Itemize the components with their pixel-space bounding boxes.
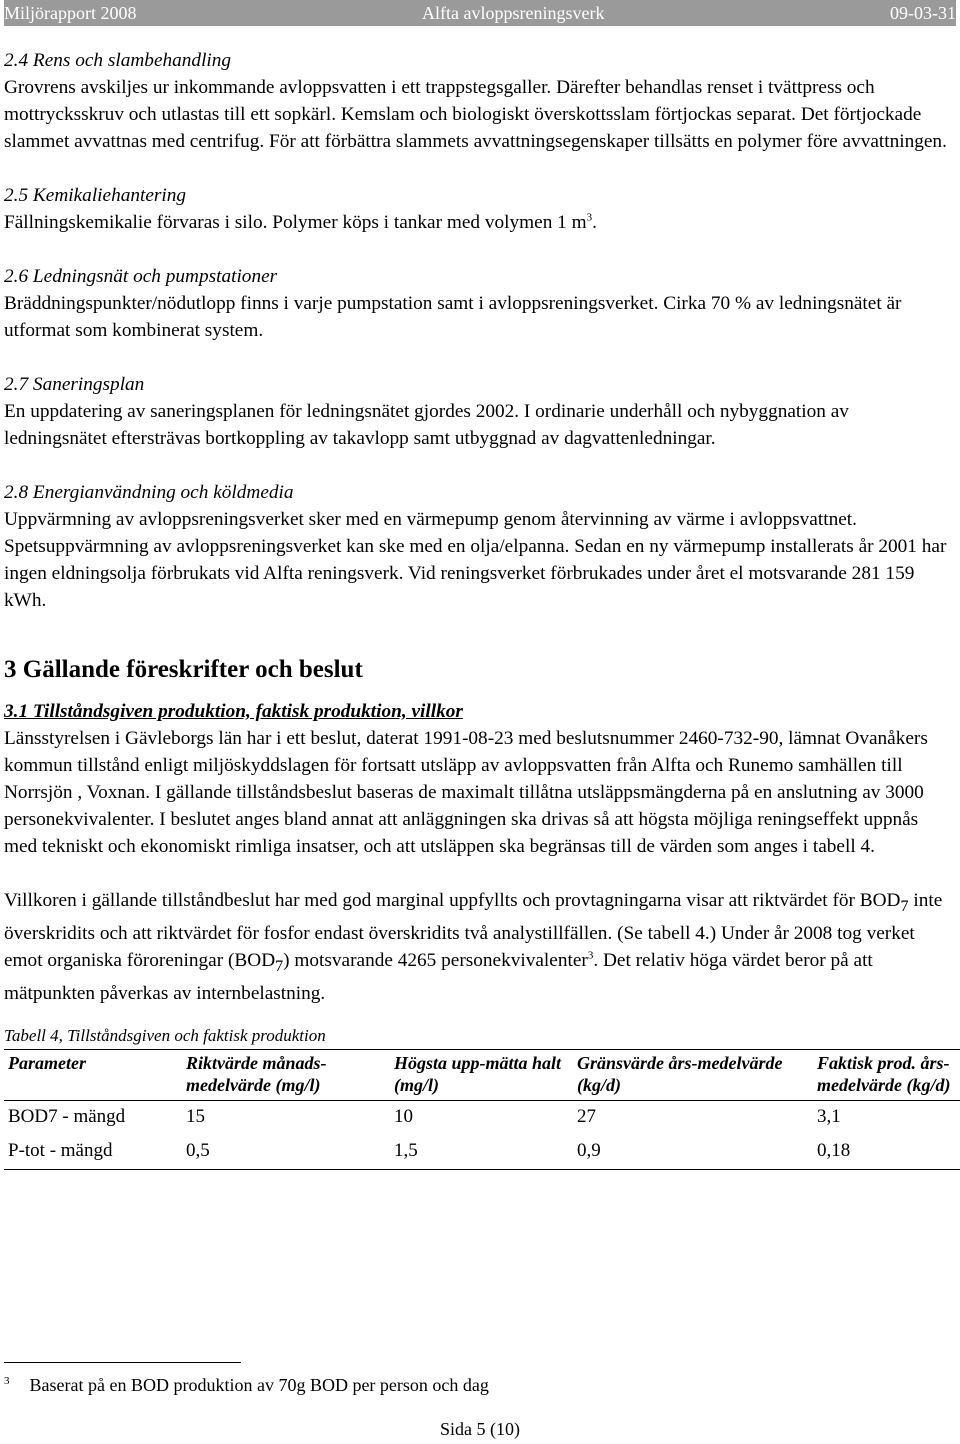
table-cell: 27 bbox=[577, 1105, 596, 1127]
table-header: Faktisk prod. års-medelvärde (kg/d) bbox=[813, 1049, 960, 1100]
table-caption: Tabell 4, Tillståndsgiven och faktisk produktion bbox=[4, 1025, 326, 1045]
section-2-8-heading: 2.8 Energianvändning och köldmedia bbox=[4, 482, 294, 503]
table-cell: 10 bbox=[394, 1105, 413, 1127]
table-cell: 1,5 bbox=[390, 1135, 573, 1170]
section-3-1-text: Länsstyrelsen i Gävleborgs län har i ett beslut, daterat 1991-08-23 med beslutsnummer 2460-732-90, lämnat Ovanåkers kommun tillstånd enligt miljöskyddslagen för fortsatt utsläpp av avloppsvatten från Alfta och Runemo samhällen till Norrsjön , Voxnan. I gällande tillståndsbeslut baseras de maximalt tillåtna utsläppsmängderna på en anslutning av 3000 personekvivalenter. I beslutet anges bland annat att anläggningen ska drivas så att högsta möjliga reningseffekt uppnås med tekniskt och ekonomiskt rimliga insatser, och att utsläppen ska begränsas till de värden som anges i tabell 4. bbox=[4, 728, 928, 857]
footnote-separator bbox=[4, 1362, 241, 1363]
table-cell: BOD7 - mängd bbox=[8, 1105, 126, 1127]
table-cell: 15 bbox=[186, 1105, 205, 1127]
page-header bbox=[4, 0, 956, 26]
header-center: Alfta avloppsreningsverk bbox=[422, 3, 605, 23]
section-3-1-heading: 3.1 Tillståndsgiven produktion, faktisk produktion, villkor bbox=[4, 701, 463, 722]
section-2-4-text: Grovrens avskiljes ur inkommande avloppsvatten i ett trappstegsgaller. Därefter behandlas renset i tvättpress och mottrycksskruv och utlastas till ett sopkärl. Kemslam och biologiskt överskottsslam förtjockas separat. Det förtjockade slammet avvattnas med centrifug. För att förbättra slammets avvattningsegenskaper tillsätts en polymer före avvattningen. bbox=[4, 77, 947, 152]
footnote-number: 3 bbox=[4, 1375, 10, 1387]
table-cell: 0,18 bbox=[813, 1135, 960, 1170]
header-left: Miljörapport 2008 bbox=[4, 3, 137, 23]
table-row bbox=[4, 1135, 960, 1170]
section-2-6-text: Bräddningspunkter/nödutlopp finns i varje pumpstation samt i avloppsreningsverket. Cirka 70 % av ledningsnätet är utformat som kombinerat system. bbox=[4, 293, 902, 341]
table-cell: P-tot - mängd bbox=[4, 1135, 182, 1170]
table-row bbox=[4, 1100, 960, 1135]
production-table bbox=[4, 1049, 960, 1170]
section-2-4-heading: 2.4 Rens och slambehandling bbox=[4, 50, 232, 71]
section-3-heading: 3 Gällande föreskrifter och beslut bbox=[4, 656, 363, 683]
section-2-5-heading: 2.5 Kemikaliehantering bbox=[4, 185, 187, 206]
table-cell: 0,9 bbox=[573, 1135, 813, 1170]
header-right: 09-03-31 bbox=[889, 3, 956, 23]
table-cell: 0,5 bbox=[182, 1135, 390, 1170]
section-3-1-paragraph-2: Villkoren i gällande tillståndbeslut har med god marginal uppfyllts och provtagningarna visar att riktvärdet för $BOD_7$ inte överskridits och att riktvärdet för fosfor endast överskridits två analystillfällen. (Se tabell 4.) Under år 2008 tog verket emot organiska föroreningar $(BOD_7)$ motsvarande 4265 personekvivalenter$^3$. Det relativ höga värdet beror på att mätpunkten påverkas av internbelastning. bbox=[4, 890, 943, 1004]
table-header: Parameter bbox=[4, 1049, 182, 1100]
section-2-7-heading: 2.7 Saneringsplan bbox=[4, 374, 145, 395]
document-body bbox=[4, 47, 954, 1170]
section-2-6-heading: 2.6 Ledningsnät och pumpstationer bbox=[4, 266, 278, 287]
section-2-5-text: Fällningskemikalie förvaras i silo. Polymer köps i tankar med volymen 1 $m^3$. bbox=[4, 211, 597, 233]
table-cell: 3,1 bbox=[817, 1105, 841, 1127]
section-2-7-text: En uppdatering av saneringsplanen för ledningsnätet gjordes 2002. I ordinarie underhåll och nybyggnation av ledningsnätet eftersträvas bortkoppling av takavlopp samt utbyggnad av dagvattenledningar. bbox=[4, 401, 849, 449]
table-header: Högsta upp-mätta halt (mg/l) bbox=[390, 1049, 573, 1100]
table-header-row bbox=[4, 1049, 960, 1100]
page-number: Sida 5 (10) bbox=[440, 1419, 520, 1439]
footnote-text: Baserat på en BOD produktion av 70g BOD per person och dag bbox=[29, 1375, 489, 1395]
section-2-8-text: Uppvärmning av avloppsreningsverket sker med en värmepump genom återvinning av värme i avloppsvattnet. Spetsuppvärmning av avloppsreningsverket kan ske med en olja/elpanna. Sedan en ny värmepump installerats år 2001 har ingen eldningsolja förbrukats vid Alfta reningsverk. Vid reningsverket förbrukades under året el motsvarande 281 159 kWh. bbox=[4, 509, 947, 611]
table-header: Riktvärde månads-medelvärde (mg/l) bbox=[182, 1049, 390, 1100]
footnote bbox=[4, 1370, 489, 1396]
table-header: Gränsvärde års-medelvärde (kg/d) bbox=[573, 1049, 813, 1100]
